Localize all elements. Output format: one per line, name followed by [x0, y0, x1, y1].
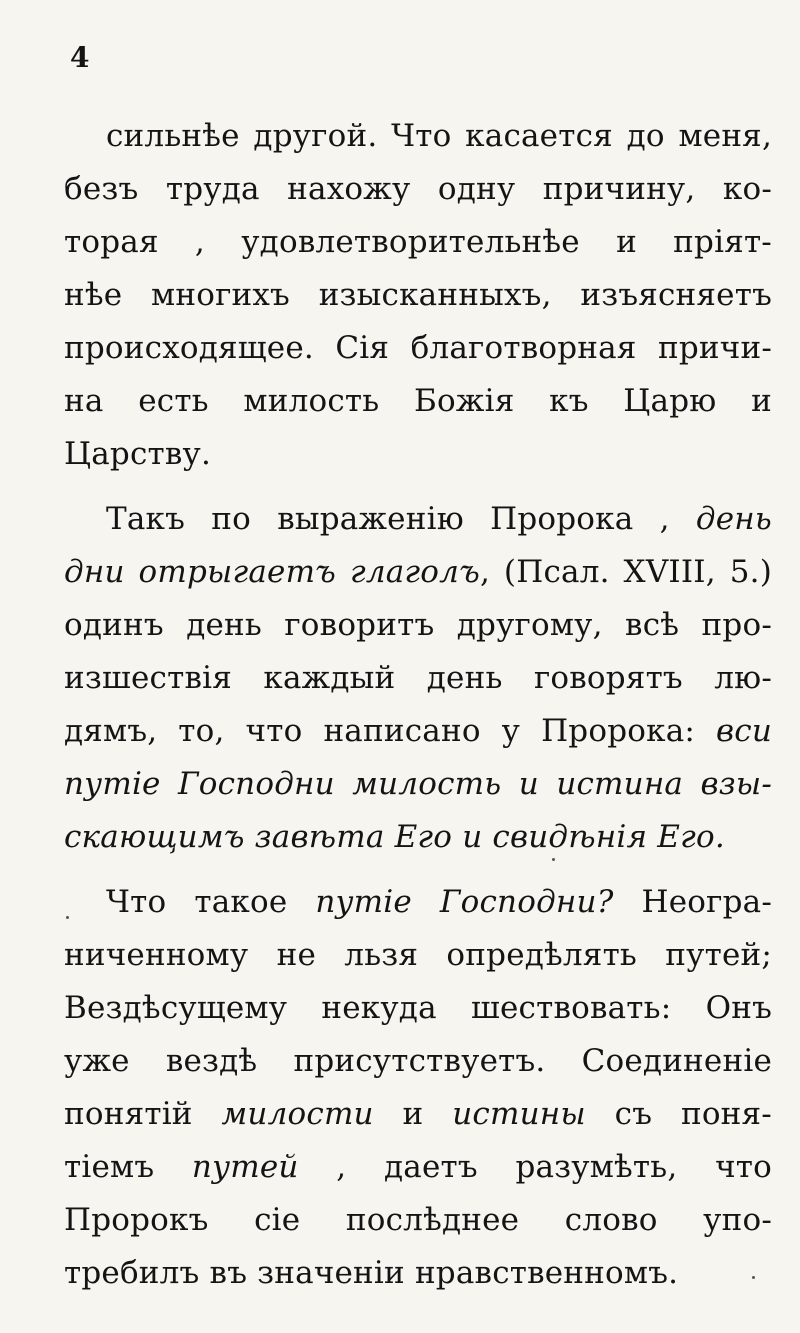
- italic-text: милости: [221, 1096, 374, 1132]
- text-run: , даетъ разумѣть, что: [298, 1149, 772, 1185]
- text-run: ниченному не льзя опредѣлять путей;: [64, 937, 772, 973]
- text-line: [64, 705, 772, 758]
- paragraph: [64, 876, 772, 1300]
- text-run: тіемъ: [64, 1149, 192, 1185]
- text-line: [64, 1035, 772, 1088]
- text-line: [64, 599, 772, 652]
- text-run: уже вездѣ присутствуетъ. Соединеніе: [64, 1043, 772, 1079]
- text-line: [64, 1194, 772, 1247]
- italic-text: день: [695, 501, 772, 537]
- paragraph: [64, 493, 772, 864]
- text-line: [64, 163, 772, 216]
- text-line: [64, 216, 772, 269]
- text-run: нѣе многихъ изысканныхъ, изъясняетъ: [64, 277, 772, 313]
- text-run: одинъ день говоритъ другому, всѣ про-: [64, 607, 772, 643]
- text-run: безъ труда нахожу одну причину, ко-: [64, 171, 772, 207]
- text-run: съ поня-: [585, 1096, 772, 1132]
- text-line: [64, 929, 772, 982]
- text-line: [64, 1088, 772, 1141]
- text-line: [64, 758, 772, 811]
- page-number: 4: [70, 41, 90, 74]
- text-run: Вездѣсущему некуда шествовать: Онъ: [64, 990, 772, 1026]
- italic-text: скающимъ завѣта Его и свидѣнія Его.: [64, 819, 725, 855]
- italic-text: путіе Господни?: [315, 884, 614, 920]
- text-run: Пророкъ сіе послѣднее слово упо-: [64, 1202, 772, 1238]
- text-line: [64, 375, 772, 428]
- text-run: Что такое: [106, 884, 316, 920]
- text-run: на есть милость Божія къ Царю и: [64, 383, 772, 419]
- text-line: [64, 1141, 772, 1194]
- text-line: [64, 811, 772, 864]
- text-run: , (Псал. XVIII, 5.): [479, 554, 772, 590]
- text-line: [64, 110, 772, 163]
- italic-text: путей: [191, 1149, 299, 1185]
- text-line: [64, 493, 772, 546]
- text-run: сильнѣе другой. Что касается до меня,: [106, 118, 772, 154]
- text-run: Такъ по выраженію Пророка ,: [106, 501, 696, 537]
- paragraph: [64, 110, 772, 481]
- italic-text: истины: [452, 1096, 586, 1132]
- text-run: требилъ въ значеніи нравственномъ.: [64, 1255, 679, 1291]
- text-run: Неогра-: [613, 884, 773, 920]
- text-line: [64, 1247, 772, 1300]
- text-line: [64, 269, 772, 322]
- text-line: [64, 982, 772, 1035]
- text-line: [64, 652, 772, 705]
- italic-text: путіе Господни милость и истина взы-: [64, 766, 772, 802]
- text-line: [64, 322, 772, 375]
- italic-text: вси: [716, 713, 772, 749]
- text-run: дямъ, то, что написано у Пророка:: [64, 713, 717, 749]
- text-run: торая , удовлетворительнѣе и пріят-: [64, 224, 772, 260]
- text-run: и: [373, 1096, 453, 1132]
- italic-text: дни отрыгаетъ глаголъ: [64, 554, 480, 590]
- print-speck: [552, 858, 555, 861]
- text-line: [64, 876, 772, 929]
- text-line: [64, 546, 772, 599]
- text-run: происходящее. Сія благотворная причи-: [64, 330, 772, 366]
- text-run: Царству.: [64, 436, 212, 472]
- print-speck: [66, 916, 69, 919]
- print-speck: [752, 1276, 755, 1279]
- text-run: понятій: [64, 1096, 222, 1132]
- text-line: [64, 428, 772, 481]
- text-run: изшествія каждый день говорятъ лю-: [64, 660, 772, 696]
